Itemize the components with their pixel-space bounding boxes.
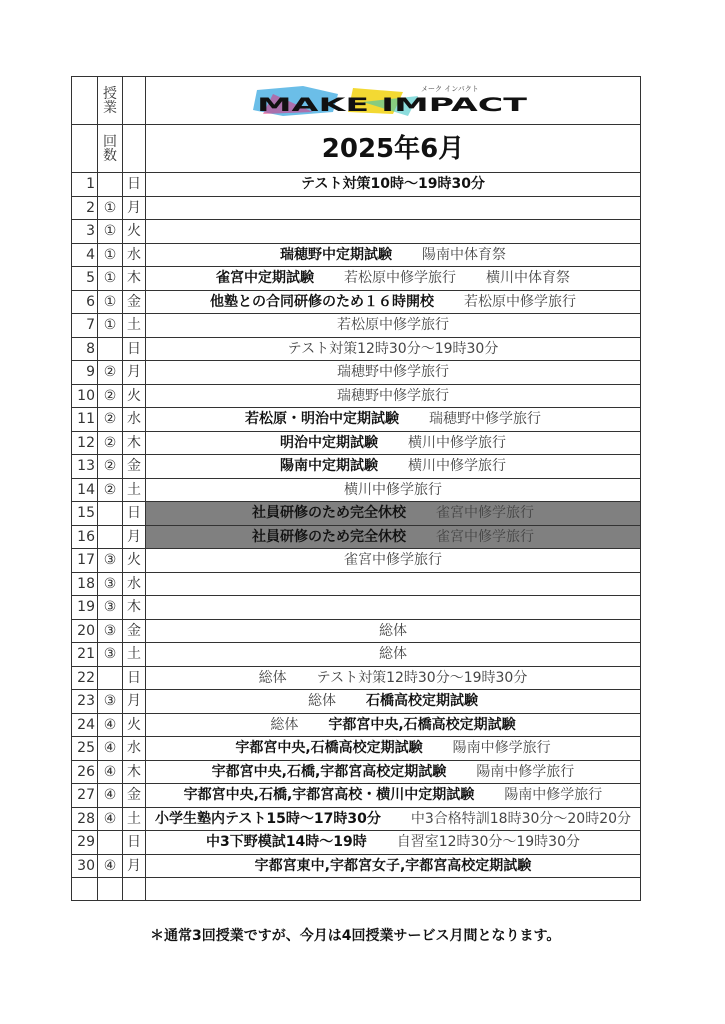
day-row (72, 455, 641, 479)
day-number: 30 (72, 854, 98, 878)
day-row (72, 525, 641, 549)
day-row (72, 572, 641, 596)
event-text-bold: 小学生塾内テスト15時～17時30分 (154, 810, 381, 827)
day-row (72, 831, 641, 855)
day-row (72, 314, 641, 338)
month-title: 2025年6月 (321, 133, 465, 164)
closed-day-cell (146, 502, 641, 526)
day-row (72, 502, 641, 526)
lesson-count (98, 337, 123, 361)
event-cell (146, 760, 641, 784)
blank-cell (146, 878, 641, 901)
day-number: 22 (72, 666, 98, 690)
day-row (72, 337, 641, 361)
day-number: 14 (72, 478, 98, 502)
day-row (72, 478, 641, 502)
event-cell (146, 243, 641, 267)
schedule-table (71, 76, 641, 901)
event-cell (146, 361, 641, 385)
event-text-bold: 宇都宮中央,石橋,宇都宮高校・横川中定期試験 (183, 787, 475, 804)
event-text-bold: 宇都宮中央,石橋高校定期試験 (328, 716, 516, 733)
day-of-week: 水 (123, 408, 146, 432)
lesson-count: ③ (98, 596, 123, 620)
footer-note: ＊通常3回授業ですが、今月は4回授業サービス月間となります。 (150, 928, 561, 944)
event-text: 横川中修学旅行 (344, 481, 442, 498)
event-cell (146, 455, 641, 479)
lesson-count: ④ (98, 737, 123, 761)
lesson-count (98, 831, 123, 855)
event-text: 瑞穂野中修学旅行 (337, 364, 449, 381)
closed-day-cell (146, 525, 641, 549)
day-number: 21 (72, 643, 98, 667)
lesson-count: ① (98, 220, 123, 244)
day-number: 10 (72, 384, 98, 408)
event-text: 総体 (308, 693, 336, 710)
lesson-count: ① (98, 196, 123, 220)
day-of-week: 水 (123, 737, 146, 761)
event-text: テスト対策12時30分～19時30分 (287, 340, 499, 357)
day-number: 17 (72, 549, 98, 573)
count-label (98, 125, 123, 173)
event-cell (146, 854, 641, 878)
blank-cell (123, 878, 146, 901)
lesson-count: ① (98, 314, 123, 338)
event-cell (146, 173, 641, 197)
day-of-week: 日 (123, 666, 146, 690)
event-text-bold: テスト対策10時～19時30分 (301, 176, 485, 193)
day-number: 28 (72, 807, 98, 831)
day-of-week: 火 (123, 220, 146, 244)
header-row-title (72, 125, 641, 173)
event-text: 瑞穂野中修学旅行 (337, 387, 449, 404)
day-row (72, 431, 641, 455)
day-of-week: 火 (123, 549, 146, 573)
lesson-count: ④ (98, 854, 123, 878)
event-text: 中3合格特訓18時30分～20時20分 (410, 810, 632, 827)
event-cell (146, 337, 641, 361)
day-row (72, 619, 641, 643)
lesson-count: ③ (98, 619, 123, 643)
event-cell (146, 220, 641, 244)
blank-cell (98, 878, 123, 901)
day-row (72, 290, 641, 314)
event-text-bold: 石橋高校定期試験 (366, 693, 478, 710)
event-text-bold: 雀宮中定期試験 (216, 270, 314, 287)
month-title-cell (146, 125, 641, 173)
event-text: 若松原中修学旅行 (464, 293, 576, 310)
lesson-count: ② (98, 384, 123, 408)
event-cell (146, 572, 641, 596)
day-number: 24 (72, 713, 98, 737)
logo-cell (146, 77, 641, 125)
lesson-label-char: 授 (103, 85, 117, 102)
event-cell (146, 666, 641, 690)
event-text: 若松原中修学旅行 (344, 270, 456, 287)
event-cell (146, 831, 641, 855)
lesson-count: ② (98, 431, 123, 455)
day-of-week: 土 (123, 314, 146, 338)
logo-subtext: メーク インパクト (421, 84, 479, 93)
blank-cell (72, 878, 98, 901)
day-number: 20 (72, 619, 98, 643)
event-cell (146, 807, 641, 831)
day-row (72, 643, 641, 667)
day-number: 5 (72, 267, 98, 291)
day-number: 29 (72, 831, 98, 855)
day-row (72, 737, 641, 761)
day-row (72, 596, 641, 620)
blank-row (72, 878, 641, 901)
lesson-count: ③ (98, 549, 123, 573)
day-of-week: 水 (123, 243, 146, 267)
day-of-week: 水 (123, 572, 146, 596)
day-number: 7 (72, 314, 98, 338)
day-number: 18 (72, 572, 98, 596)
event-text: 雀宮中修学旅行 (344, 552, 442, 569)
event-cell (146, 290, 641, 314)
day-of-week: 日 (123, 502, 146, 526)
lesson-count: ④ (98, 713, 123, 737)
day-of-week: 土 (123, 643, 146, 667)
event-text: テスト対策12時30分～19時30分 (316, 669, 528, 686)
event-cell (146, 549, 641, 573)
day-of-week: 月 (123, 196, 146, 220)
event-text-bold: 社員研修のため完全休校 (252, 505, 406, 522)
day-number: 12 (72, 431, 98, 455)
day-row (72, 267, 641, 291)
lesson-count: ② (98, 408, 123, 432)
event-text: 総体 (379, 622, 407, 639)
header-blank-cell (123, 77, 146, 125)
event-cell (146, 643, 641, 667)
event-text: 雀宮中修学旅行 (436, 528, 534, 545)
lesson-label-char: 業 (103, 99, 117, 116)
lesson-count: ③ (98, 690, 123, 714)
lesson-count: ② (98, 361, 123, 385)
event-text-bold: 他塾との合同研修のため１６時開校 (210, 293, 434, 310)
lesson-count: ③ (98, 572, 123, 596)
event-text: 横川中体育祭 (486, 270, 570, 287)
lesson-count: ① (98, 267, 123, 291)
day-row (72, 854, 641, 878)
day-of-week: 金 (123, 619, 146, 643)
event-text-bold: 宇都宮中央,石橋高校定期試験 (235, 740, 423, 757)
logo-text: MAKE IMPACT (257, 93, 528, 116)
event-text: 瑞穂野中修学旅行 (429, 411, 541, 428)
event-cell (146, 314, 641, 338)
event-text: 若松原中修学旅行 (337, 317, 449, 334)
event-text: 雀宮中修学旅行 (436, 505, 534, 522)
event-text-bold: 瑞穂野中定期試験 (280, 246, 392, 263)
event-cell (146, 384, 641, 408)
event-text: 陽南中修学旅行 (504, 787, 603, 804)
day-of-week: 日 (123, 337, 146, 361)
count-label-char: 数 (103, 147, 117, 164)
day-row (72, 784, 641, 808)
day-number: 15 (72, 502, 98, 526)
day-row (72, 220, 641, 244)
day-number: 26 (72, 760, 98, 784)
day-of-week: 金 (123, 784, 146, 808)
lesson-count: ④ (98, 807, 123, 831)
day-row (72, 807, 641, 831)
day-row (72, 384, 641, 408)
day-of-week: 月 (123, 361, 146, 385)
event-cell (146, 619, 641, 643)
day-number: 9 (72, 361, 98, 385)
day-of-week: 金 (123, 290, 146, 314)
event-cell (146, 431, 641, 455)
header-row-logo (72, 77, 641, 125)
day-number: 27 (72, 784, 98, 808)
event-text-bold: 社員研修のため完全休校 (252, 528, 406, 545)
event-cell (146, 596, 641, 620)
day-number: 1 (72, 173, 98, 197)
day-number: 8 (72, 337, 98, 361)
day-number: 6 (72, 290, 98, 314)
lesson-count (98, 502, 123, 526)
lesson-count (98, 173, 123, 197)
lesson-count: ② (98, 478, 123, 502)
day-number: 4 (72, 243, 98, 267)
day-row (72, 243, 641, 267)
day-number: 13 (72, 455, 98, 479)
event-text: 横川中修学旅行 (408, 434, 506, 451)
day-of-week: 月 (123, 525, 146, 549)
event-text: 陽南中修学旅行 (476, 763, 575, 780)
day-number: 25 (72, 737, 98, 761)
event-text: 総体 (258, 669, 287, 686)
day-of-week: 火 (123, 713, 146, 737)
day-number: 11 (72, 408, 98, 432)
day-row (72, 408, 641, 432)
count-label-char: 回 (103, 133, 117, 150)
event-text-bold: 明治中定期試験 (280, 434, 378, 451)
day-number: 23 (72, 690, 98, 714)
event-text-bold: 宇都宮中央,石橋,宇都宮高校定期試験 (211, 763, 447, 780)
day-row (72, 361, 641, 385)
event-text-bold: 中3下野模試14時～19時 (206, 834, 367, 851)
event-cell (146, 737, 641, 761)
day-row (72, 666, 641, 690)
lesson-count: ④ (98, 784, 123, 808)
lesson-count: ③ (98, 643, 123, 667)
lesson-count: ① (98, 243, 123, 267)
day-of-week: 木 (123, 596, 146, 620)
lesson-count (98, 666, 123, 690)
day-of-week: 日 (123, 173, 146, 197)
corner-cell (72, 77, 98, 125)
day-of-week: 土 (123, 807, 146, 831)
event-text: 総体 (379, 646, 407, 663)
day-number: 3 (72, 220, 98, 244)
day-of-week: 火 (123, 384, 146, 408)
day-row (72, 760, 641, 784)
day-of-week: 土 (123, 478, 146, 502)
event-text-bold: 陽南中定期試験 (280, 458, 378, 475)
event-cell (146, 784, 641, 808)
lesson-count: ④ (98, 760, 123, 784)
event-text: 陽南中修学旅行 (452, 740, 551, 757)
day-row (72, 549, 641, 573)
make-impact-logo (243, 82, 543, 120)
day-of-week: 月 (123, 690, 146, 714)
header-blank-cell (123, 125, 146, 173)
event-cell (146, 408, 641, 432)
event-cell (146, 267, 641, 291)
event-cell (146, 690, 641, 714)
event-cell (146, 478, 641, 502)
lesson-label (98, 77, 123, 125)
day-of-week: 月 (123, 854, 146, 878)
day-of-week: 金 (123, 455, 146, 479)
day-of-week: 木 (123, 267, 146, 291)
event-cell (146, 196, 641, 220)
day-row (72, 173, 641, 197)
event-text-bold: 若松原・明治中定期試験 (245, 411, 399, 428)
day-of-week: 木 (123, 760, 146, 784)
day-number: 2 (72, 196, 98, 220)
day-row (72, 713, 641, 737)
day-row (72, 196, 641, 220)
event-text: 横川中修学旅行 (408, 458, 506, 475)
day-number: 19 (72, 596, 98, 620)
day-of-week: 日 (123, 831, 146, 855)
day-number: 16 (72, 525, 98, 549)
lesson-count: ① (98, 290, 123, 314)
event-cell (146, 713, 641, 737)
day-row (72, 690, 641, 714)
corner-cell (72, 125, 98, 173)
day-of-week: 木 (123, 431, 146, 455)
lesson-count (98, 525, 123, 549)
lesson-count: ② (98, 455, 123, 479)
event-text: 自習室12時30分～19時30分 (396, 834, 580, 851)
event-text: 陽南中体育祭 (422, 246, 506, 263)
event-text-bold: 宇都宮東中,宇都宮女子,宇都宮高校定期試験 (254, 857, 532, 874)
event-text: 総体 (270, 716, 299, 733)
